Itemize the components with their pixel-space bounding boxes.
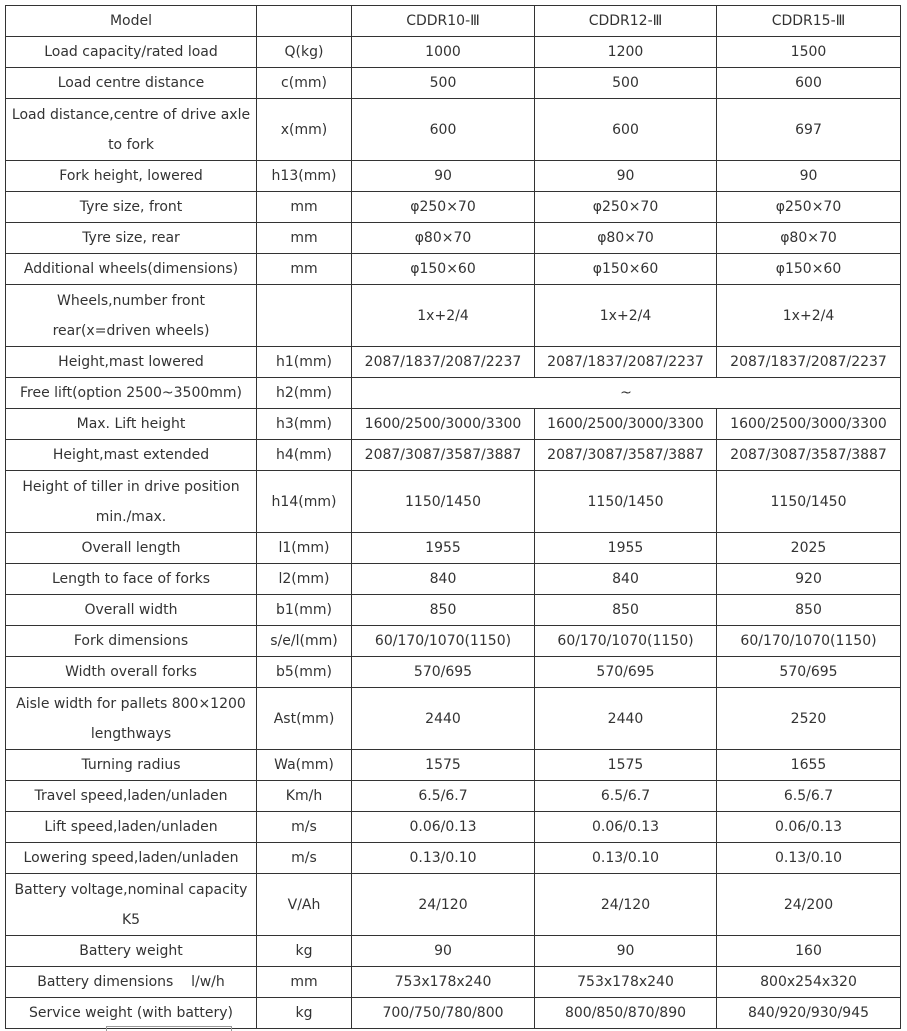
table-row — [6, 874, 901, 936]
header-model-1: CDDR10-Ⅲ — [352, 6, 535, 37]
table-row — [6, 378, 901, 409]
header-model-3: CDDR15-Ⅲ — [717, 6, 901, 37]
row-label: Load capacity/rated load — [6, 37, 257, 68]
row-value-model-1: 2087/1837/2087/2237 — [352, 347, 535, 378]
row-unit: Km/h — [257, 781, 352, 812]
row-value-model-3: φ150×60 — [717, 254, 901, 285]
table-row — [6, 533, 901, 564]
row-value-model-1: 1600/2500/3000/3300 — [352, 409, 535, 440]
row-unit: V/Ah — [257, 874, 352, 936]
table-row — [6, 409, 901, 440]
row-unit: mm — [257, 967, 352, 998]
row-value-model-2: φ150×60 — [535, 254, 717, 285]
row-label: Length to face of forks — [6, 564, 257, 595]
table-row — [6, 68, 901, 99]
row-value-model-2: 1150/1450 — [535, 471, 717, 533]
row-label: Tyre size, rear — [6, 223, 257, 254]
row-unit: c(mm) — [257, 68, 352, 99]
row-value-model-2: 500 — [535, 68, 717, 99]
row-value-merged: ~ — [352, 378, 901, 409]
row-value-model-3: 1655 — [717, 750, 901, 781]
table-row — [6, 998, 901, 1029]
row-value-model-2: 0.06/0.13 — [535, 812, 717, 843]
row-value-model-2: 60/170/1070(1150) — [535, 626, 717, 657]
row-label: Aisle width for pallets 800×1200 lengthways — [6, 688, 257, 750]
row-label: Battery dimensions l/w/h — [6, 967, 257, 998]
row-unit: kg — [257, 998, 352, 1029]
row-unit: x(mm) — [257, 99, 352, 161]
row-value-model-2: 1955 — [535, 533, 717, 564]
row-value-model-1: 700/750/780/800 — [352, 998, 535, 1029]
row-unit: s/e/l(mm) — [257, 626, 352, 657]
row-unit: mm — [257, 254, 352, 285]
row-label: Lift speed,laden/unladen — [6, 812, 257, 843]
row-value-model-1: 1150/1450 — [352, 471, 535, 533]
row-unit: l1(mm) — [257, 533, 352, 564]
header-unit — [257, 6, 352, 37]
row-value-model-1: φ250×70 — [352, 192, 535, 223]
table-row — [6, 781, 901, 812]
row-label: Free lift(option 2500~3500mm) — [6, 378, 257, 409]
row-value-model-1: 1x+2/4 — [352, 285, 535, 347]
table-row — [6, 440, 901, 471]
row-unit: h4(mm) — [257, 440, 352, 471]
row-label: Service weight (with battery) — [6, 998, 257, 1029]
row-unit: h14(mm) — [257, 471, 352, 533]
row-label: Fork height, lowered — [6, 161, 257, 192]
row-value-model-1: φ80×70 — [352, 223, 535, 254]
row-value-model-3: 850 — [717, 595, 901, 626]
row-value-model-2: 840 — [535, 564, 717, 595]
row-value-model-2: φ80×70 — [535, 223, 717, 254]
row-value-model-3: 2025 — [717, 533, 901, 564]
row-value-model-2: 1575 — [535, 750, 717, 781]
row-unit: h1(mm) — [257, 347, 352, 378]
row-value-model-3: 6.5/6.7 — [717, 781, 901, 812]
row-label: Max. Lift height — [6, 409, 257, 440]
row-value-model-1: 840 — [352, 564, 535, 595]
row-value-model-3: 160 — [717, 936, 901, 967]
row-label: Load distance,centre of drive axle to fork — [6, 99, 257, 161]
row-unit: h3(mm) — [257, 409, 352, 440]
row-unit: m/s — [257, 843, 352, 874]
row-label: Load centre distance — [6, 68, 257, 99]
table-row — [6, 936, 901, 967]
row-value-model-2: 6.5/6.7 — [535, 781, 717, 812]
row-label: Battery weight — [6, 936, 257, 967]
row-value-model-3: 1600/2500/3000/3300 — [717, 409, 901, 440]
table-row — [6, 223, 901, 254]
table-row — [6, 161, 901, 192]
row-value-model-3: 1x+2/4 — [717, 285, 901, 347]
row-value-model-1: 1575 — [352, 750, 535, 781]
table-row — [6, 564, 901, 595]
row-unit: kg — [257, 936, 352, 967]
row-label: Lowering speed,laden/unladen — [6, 843, 257, 874]
row-label: Wheels,number front rear(x=driven wheels) — [6, 285, 257, 347]
row-unit: mm — [257, 223, 352, 254]
row-value-model-3: 2087/1837/2087/2237 — [717, 347, 901, 378]
row-unit — [257, 285, 352, 347]
row-label: Height of tiller in drive position min./max. — [6, 471, 257, 533]
row-value-model-1: φ150×60 — [352, 254, 535, 285]
row-value-model-2: 90 — [535, 161, 717, 192]
row-value-model-1: 24/120 — [352, 874, 535, 936]
row-value-model-1: 90 — [352, 936, 535, 967]
row-unit: h13(mm) — [257, 161, 352, 192]
row-unit: b5(mm) — [257, 657, 352, 688]
row-label: Overall length — [6, 533, 257, 564]
page-edge-mark — [106, 1026, 232, 1031]
row-value-model-1: 0.13/0.10 — [352, 843, 535, 874]
row-label: Turning radius — [6, 750, 257, 781]
row-value-model-1: 60/170/1070(1150) — [352, 626, 535, 657]
spec-table — [5, 5, 901, 1029]
row-value-model-2: 90 — [535, 936, 717, 967]
table-row — [6, 657, 901, 688]
row-label: Additional wheels(dimensions) — [6, 254, 257, 285]
table-row — [6, 812, 901, 843]
row-label: Travel speed,laden/unladen — [6, 781, 257, 812]
table-row — [6, 843, 901, 874]
row-value-model-2: φ250×70 — [535, 192, 717, 223]
row-value-model-2: 1x+2/4 — [535, 285, 717, 347]
row-label: Tyre size, front — [6, 192, 257, 223]
table-row — [6, 471, 901, 533]
row-unit: mm — [257, 192, 352, 223]
table-row — [6, 192, 901, 223]
table-row — [6, 347, 901, 378]
row-value-model-3: 600 — [717, 68, 901, 99]
row-value-model-1: 2440 — [352, 688, 535, 750]
row-label: Battery voltage,nominal capacity K5 — [6, 874, 257, 936]
row-value-model-1: 1955 — [352, 533, 535, 564]
row-unit: m/s — [257, 812, 352, 843]
table-row — [6, 285, 901, 347]
row-value-model-3: 2520 — [717, 688, 901, 750]
row-unit: Wa(mm) — [257, 750, 352, 781]
row-unit: h2(mm) — [257, 378, 352, 409]
row-unit: b1(mm) — [257, 595, 352, 626]
row-value-model-3: 570/695 — [717, 657, 901, 688]
table-row — [6, 99, 901, 161]
row-value-model-3: 0.13/0.10 — [717, 843, 901, 874]
row-value-model-3: 840/920/930/945 — [717, 998, 901, 1029]
row-value-model-3: 1500 — [717, 37, 901, 68]
row-value-model-1: 0.06/0.13 — [352, 812, 535, 843]
row-value-model-2: 2440 — [535, 688, 717, 750]
row-label: Height,mast lowered — [6, 347, 257, 378]
row-value-model-1: 600 — [352, 99, 535, 161]
row-value-model-3: 0.06/0.13 — [717, 812, 901, 843]
row-unit: Ast(mm) — [257, 688, 352, 750]
row-unit: l2(mm) — [257, 564, 352, 595]
row-value-model-1: 500 — [352, 68, 535, 99]
row-value-model-2: 850 — [535, 595, 717, 626]
row-value-model-2: 1600/2500/3000/3300 — [535, 409, 717, 440]
row-value-model-2: 0.13/0.10 — [535, 843, 717, 874]
table-row — [6, 626, 901, 657]
table-row — [6, 688, 901, 750]
table-row — [6, 37, 901, 68]
row-value-model-1: 850 — [352, 595, 535, 626]
row-value-model-2: 753x178x240 — [535, 967, 717, 998]
row-value-model-2: 570/695 — [535, 657, 717, 688]
row-value-model-1: 753x178x240 — [352, 967, 535, 998]
table-header-row — [6, 6, 901, 37]
row-value-model-3: φ80×70 — [717, 223, 901, 254]
header-model-label: Model — [6, 6, 257, 37]
table-row — [6, 750, 901, 781]
row-value-model-3: 800x254x320 — [717, 967, 901, 998]
row-unit: Q(kg) — [257, 37, 352, 68]
row-value-model-1: 90 — [352, 161, 535, 192]
table-row — [6, 967, 901, 998]
row-value-model-1: 2087/3087/3587/3887 — [352, 440, 535, 471]
row-value-model-2: 600 — [535, 99, 717, 161]
row-value-model-1: 6.5/6.7 — [352, 781, 535, 812]
header-model-2: CDDR12-Ⅲ — [535, 6, 717, 37]
row-value-model-3: 90 — [717, 161, 901, 192]
row-label: Height,mast extended — [6, 440, 257, 471]
row-value-model-3: 920 — [717, 564, 901, 595]
row-label: Fork dimensions — [6, 626, 257, 657]
row-value-model-3: φ250×70 — [717, 192, 901, 223]
row-value-model-1: 570/695 — [352, 657, 535, 688]
row-value-model-1: 1000 — [352, 37, 535, 68]
row-value-model-3: 1150/1450 — [717, 471, 901, 533]
row-value-model-2: 1200 — [535, 37, 717, 68]
row-value-model-3: 24/200 — [717, 874, 901, 936]
row-value-model-2: 2087/3087/3587/3887 — [535, 440, 717, 471]
table-row — [6, 595, 901, 626]
row-value-model-3: 60/170/1070(1150) — [717, 626, 901, 657]
row-value-model-3: 697 — [717, 99, 901, 161]
table-row — [6, 254, 901, 285]
row-label: Overall width — [6, 595, 257, 626]
row-label: Width overall forks — [6, 657, 257, 688]
row-value-model-2: 2087/1837/2087/2237 — [535, 347, 717, 378]
row-value-model-2: 800/850/870/890 — [535, 998, 717, 1029]
row-value-model-2: 24/120 — [535, 874, 717, 936]
row-value-model-3: 2087/3087/3587/3887 — [717, 440, 901, 471]
